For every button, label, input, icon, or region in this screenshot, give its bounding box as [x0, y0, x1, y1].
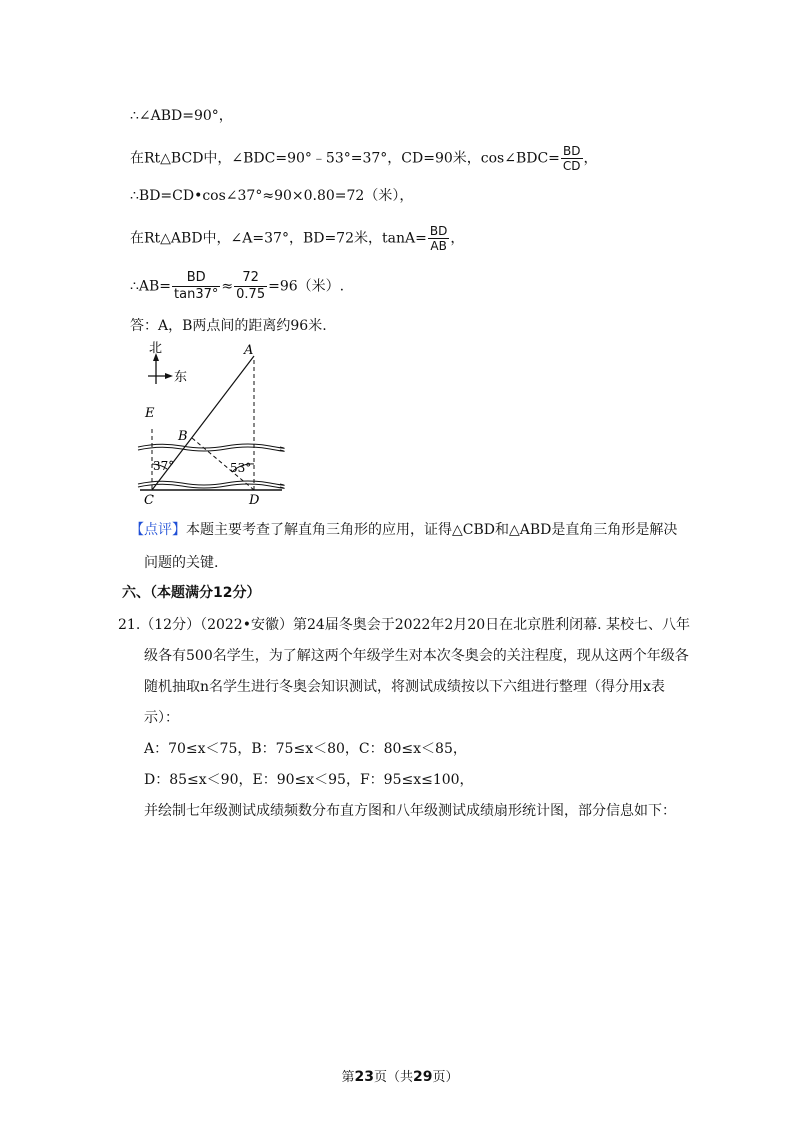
fraction-denominator: tan37°: [174, 287, 219, 302]
footer-text: 页（共: [373, 1070, 413, 1085]
comment-line-1: [130, 520, 677, 540]
fraction-ab: [172, 270, 220, 303]
compass-north-label: 北: [149, 341, 163, 356]
section-title: 六、（本题满分12分）: [122, 585, 261, 601]
fraction-numerator: BD: [561, 144, 583, 159]
fraction-denominator: CD: [562, 159, 581, 173]
solution-line-5: [130, 270, 344, 303]
text: 在Rt△ABD中，∠A=37°，BD=72米，tanA=: [130, 230, 427, 247]
fraction-numerator: 72: [234, 270, 267, 287]
page-total: 29: [413, 1069, 433, 1085]
point-a-label: A: [244, 343, 254, 358]
solution-line-4: [130, 224, 464, 253]
problem-line-2: 级各有500名学生，为了解这两个年级学生对本次冬奥会的关注程度，现从这两个年级各: [144, 648, 689, 664]
problem-line-6: D：85≤x＜90，E：90≤x＜95，F：95≤x≤100，: [144, 772, 474, 788]
footer-text: 页）: [432, 1070, 459, 1085]
comment-text: 本题主要考查了解直角三角形的应用，证得△CBD和△ABD是直角三角形是解决: [186, 522, 678, 538]
text: ∴AB=: [130, 278, 172, 295]
fraction-denominator: AB: [430, 239, 447, 253]
fraction-value: [234, 270, 267, 303]
text: ≈: [221, 278, 234, 295]
problem-line-5: A：70≤x＜75，B：75≤x＜80，C：80≤x＜85，: [144, 741, 467, 757]
compass-icon: [148, 341, 187, 385]
point-e-label: E: [145, 406, 155, 421]
text: =96（米）.: [268, 278, 345, 295]
page-footer: [0, 1066, 800, 1085]
text: ，: [583, 150, 598, 167]
problem-line-3: 随机抽取n名学生进行冬奥会知识测试，将测试成绩按以下六组进行整理（得分用x表: [144, 679, 665, 695]
fraction-cos: [561, 144, 583, 173]
fraction-tan: [428, 224, 449, 253]
answer-line: 答：A，B两点间的距离约96米.: [130, 318, 327, 334]
angle-c-label: 37°: [153, 459, 175, 473]
fraction-denominator: 0.75: [236, 287, 266, 302]
comment-tag: 【点评】: [130, 522, 186, 538]
fraction-numerator: BD: [172, 270, 220, 287]
point-d-label: D: [249, 493, 260, 508]
solution-line-3: ∴BD=CD•cos∠37°≈90×0.80=72（米），: [130, 188, 414, 204]
problem-line-1: 21.（12分）（2022•安徽）第24届冬奥会于2022年2月20日在北京胜利闭幕. 某校七、八年: [118, 617, 691, 633]
footer-text: 第: [341, 1070, 355, 1085]
solution-line-2: [130, 144, 598, 173]
compass-east-label: 东: [174, 370, 188, 385]
problem-line-7: 并绘制七年级测试成绩频数分布直方图和八年级测试成绩扇形统计图，部分信息如下：: [144, 803, 676, 819]
solution-line-1: ∴∠ABD=90°，: [130, 108, 233, 124]
page-number: 23: [354, 1069, 374, 1085]
point-b-label: B: [178, 429, 188, 444]
point-c-label: C: [144, 493, 154, 508]
text: ，: [450, 230, 465, 247]
geometry-figure: [130, 336, 290, 508]
angle-d-label: 53°: [230, 461, 252, 475]
fraction-numerator: BD: [429, 224, 448, 238]
problem-line-4: 示）：: [144, 710, 179, 726]
comment-line-2: 问题的关键.: [144, 555, 219, 571]
text: 在Rt△BCD中，∠BDC=90°﹣53°=37°，CD=90米，cos∠BDC=: [130, 150, 560, 167]
